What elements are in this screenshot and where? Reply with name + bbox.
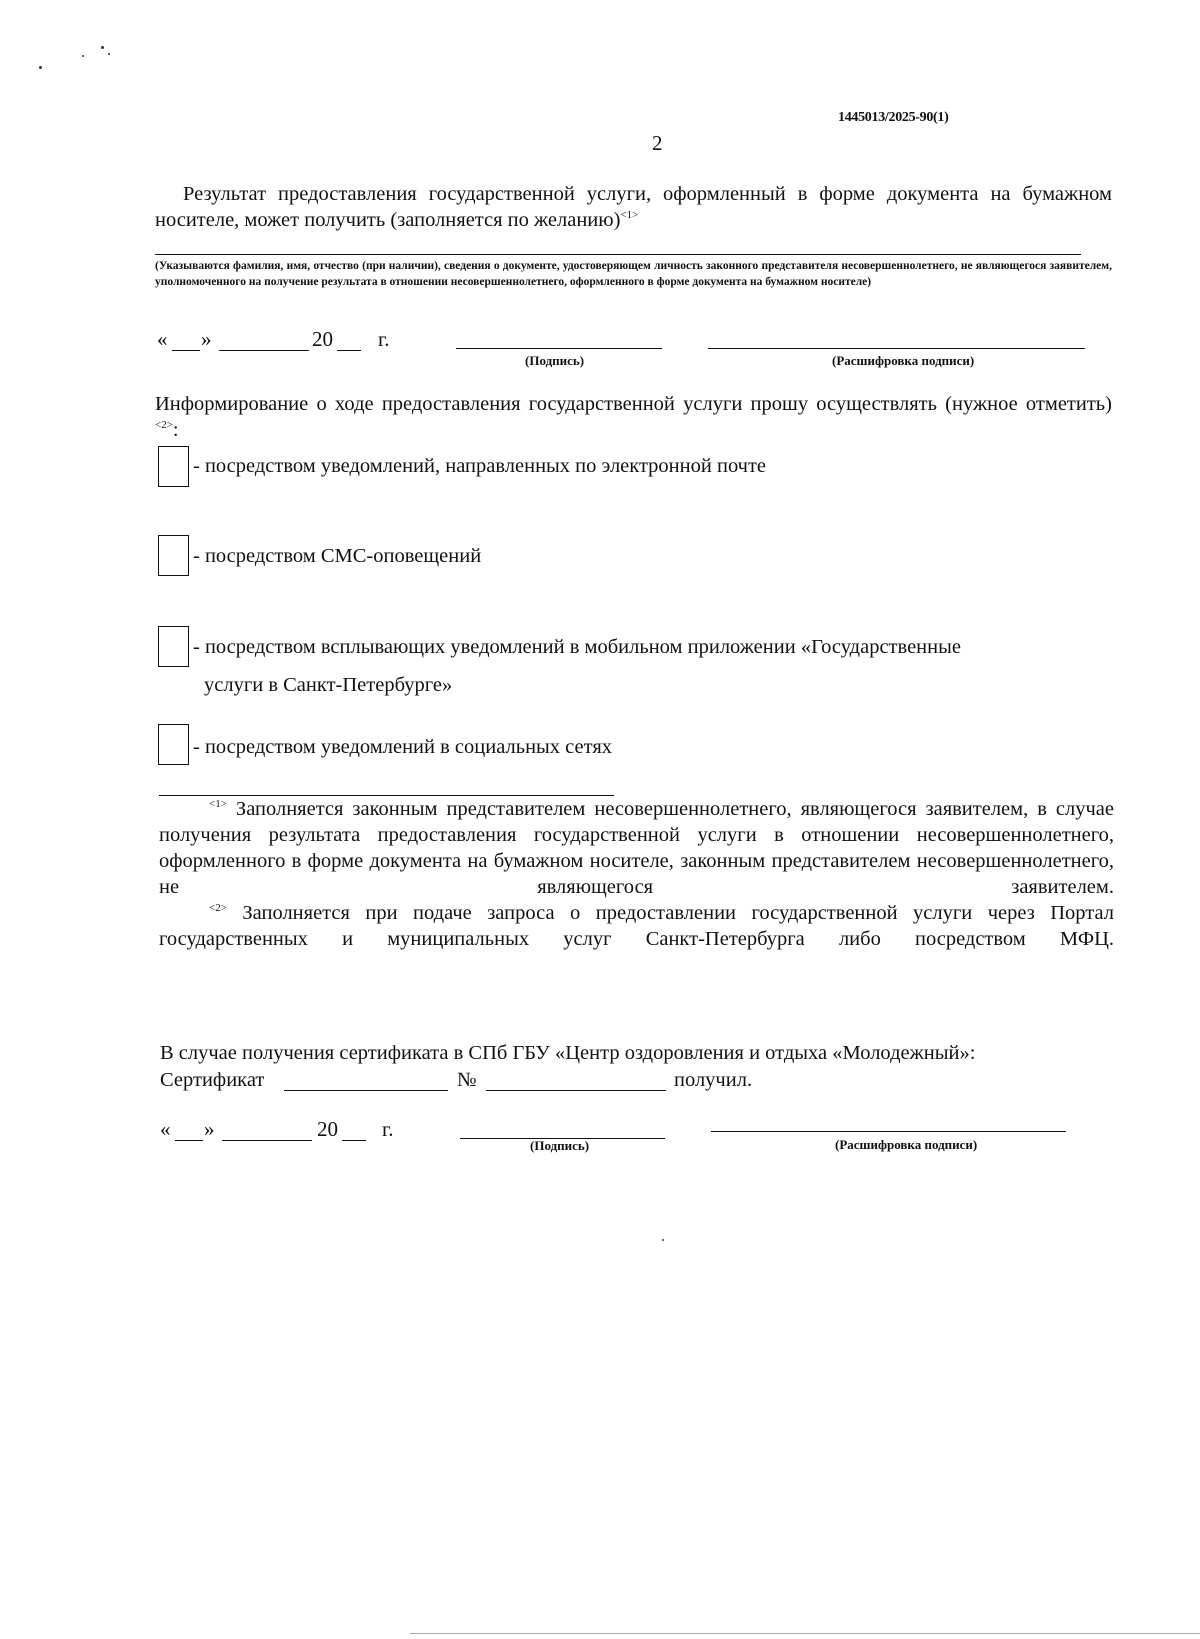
footnote-ref-1: <1>: [620, 208, 639, 221]
signature-label: (Подпись): [530, 1138, 590, 1153]
footnote-2-text: Заполняется при подаче запроса о предоставлении государственной услуги через Портал государственных и муниципальных услуг Санкт-Петербурга либо посредством МФЦ.: [159, 902, 1115, 950]
signature-decoding-label: (Расшифровка подписи): [832, 353, 975, 368]
signature-field[interactable]: [456, 348, 662, 349]
date-open-quote: «: [157, 327, 168, 351]
certificate-row: [160, 1067, 1120, 1097]
sms-notification-checkbox[interactable]: [158, 535, 189, 576]
date-open-quote: «: [160, 1117, 171, 1141]
footnote-1-text: Заполняется законным представителем несовершеннолетнего, являющегося заявителем, в случае получения результата предоставления государственной услуги в отношении несовершеннолетнего, оформленного в форме документа на бумажном носителе, законным представителем несовершеннолетнего, не являющегося заявителем.: [159, 798, 1114, 898]
social-notification-label: - посредством уведомлений в социальных сетях: [193, 736, 612, 758]
scan-speck: [108, 53, 110, 55]
certificate-label: Сертификат: [160, 1069, 265, 1091]
certificate-number-label: №: [457, 1069, 477, 1091]
inform-heading-colon: :: [172, 419, 179, 441]
date-month-field[interactable]: [222, 1140, 312, 1141]
certificate-series-field[interactable]: [284, 1090, 448, 1091]
certificate-received-label: получил.: [674, 1069, 753, 1091]
inform-heading-text: Информирование о ходе предоставления государственной услуги прошу осуществлять (нужное отметить): [155, 393, 1112, 415]
representative-note: (Указываются фамилия, имя, отчество (при наличии), сведения о документе, удостоверяющем личность законного представителя несовершеннолетнего, не являющегося заявителем, уполномоченного на получение результата в отношении несовершеннолетнего, оформленного в форме документа на бумажном носителе): [155, 260, 1112, 288]
push-notification-label-line2: услуги в Санкт-Петербурге»: [204, 674, 453, 696]
signature-decoding-label: (Расшифровка подписи): [835, 1137, 978, 1152]
email-notification-label: - посредством уведомлений, направленных по электронной почте: [193, 455, 767, 477]
date-day-field[interactable]: [175, 1140, 203, 1141]
date-year-suffix: г.: [378, 327, 390, 351]
result-paragraph: [155, 181, 1112, 233]
certificate-heading: В случае получения сертификата в СПб ГБУ «Центр оздоровления и отдыха «Молодежный»:: [160, 1042, 976, 1064]
social-notification-checkbox[interactable]: [158, 724, 189, 765]
footnote-1-mark: <1>: [209, 797, 227, 810]
email-notification-checkbox[interactable]: [158, 446, 189, 487]
date-year-suffix: г.: [382, 1117, 394, 1141]
page-number: 2: [652, 131, 663, 155]
date-row-2: [160, 1117, 1160, 1165]
date-year-field[interactable]: [342, 1140, 366, 1141]
date-close-quote: »: [204, 1117, 215, 1141]
push-notification-checkbox[interactable]: [158, 626, 189, 667]
date-year-prefix: 20: [317, 1117, 338, 1141]
date-year-prefix: 20: [312, 327, 333, 351]
sms-notification-label: - посредством СМС-оповещений: [193, 545, 482, 567]
result-paragraph-text: Результат предоставления государственной услуги, оформленный в форме документа на бумажном носителе, может получить (заполняется по желанию): [155, 183, 1112, 231]
signature-label: (Подпись): [525, 353, 585, 368]
scan-speck: [39, 66, 42, 69]
scan-speck: [662, 1239, 664, 1241]
push-notification-label: - посредством всплывающих уведомлений в мобильном приложении «Государственные: [193, 636, 961, 658]
footnote-ref-2: <2>: [155, 418, 173, 431]
signature-decoding-field[interactable]: [711, 1131, 1066, 1132]
representative-input-line[interactable]: [155, 254, 1081, 255]
scan-speck: [101, 46, 104, 49]
signature-decoding-field[interactable]: [708, 348, 1085, 349]
date-row-1: [157, 327, 1157, 375]
document-number: 1445013/2025-90(1): [838, 110, 949, 125]
footnote-2: [159, 900, 1114, 952]
scan-speck: [82, 55, 84, 57]
date-month-field[interactable]: [219, 350, 309, 351]
scan-edge-line: [410, 1633, 1200, 1634]
footnote-1: [159, 796, 1114, 900]
date-close-quote: »: [201, 327, 212, 351]
date-year-field[interactable]: [337, 350, 361, 351]
date-day-field[interactable]: [172, 350, 200, 351]
footnote-2-mark: <2>: [209, 901, 227, 914]
inform-heading: [155, 391, 1112, 443]
certificate-number-field[interactable]: [486, 1090, 666, 1091]
